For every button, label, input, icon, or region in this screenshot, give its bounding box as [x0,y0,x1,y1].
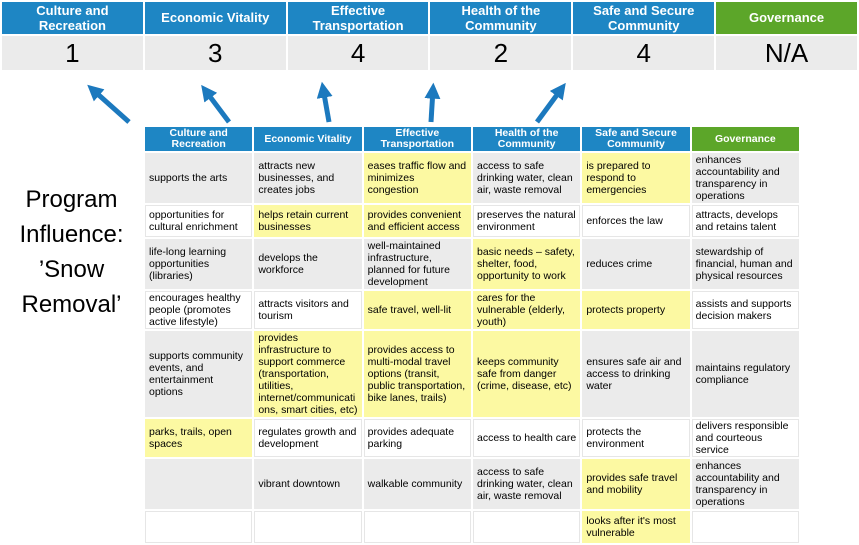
matrix-header-governance: Governance [692,127,799,151]
matrix-cell: basic needs – safety, shelter, food, opportunity to work [473,239,580,289]
matrix-cell: access to safe drinking water, clean air, waste removal [473,459,580,509]
matrix-cell: develops the workforce [254,239,361,289]
matrix-cell: ensures safe air and access to drinking water [582,331,689,417]
matrix-cell: provides adequate parking [364,419,471,457]
matrix-header-health-of-the-community: Health of the Community [473,127,580,151]
matrix-cell: supports the arts [145,153,252,203]
table-row [145,419,799,457]
matrix-cell: helps retain current businesses [254,205,361,237]
banner-score-effective-transportation: 4 [288,36,429,70]
influence-arrow-economic [205,90,229,122]
matrix-cell: protects property [582,291,689,329]
banner-header-safe-and-secure-community: Safe and Secure Community [573,2,714,34]
banner-score-safe-and-secure-community: 4 [573,36,714,70]
banner-score-economic-vitality: 3 [145,36,286,70]
matrix-cell: stewardship of financial, human and physical resources [692,239,799,289]
matrix-cell: provides safe travel and mobility [582,459,689,509]
matrix-cell: attracts visitors and tourism [254,291,361,329]
banner-header-health-of-the-community: Health of the Community [430,2,571,34]
matrix-cell [364,511,471,543]
matrix-cell: provides access to multi-modal travel options (transit, public transportation, bike lanes, trails) [364,331,471,417]
influence-arrow-transportation [323,88,329,122]
table-row [145,459,799,509]
program-influence-label-line: Influence: [19,221,124,248]
program-influence-label [0,182,143,322]
matrix-cell: maintains regulatory compliance [692,331,799,417]
program-influence-label-line: ’Snow [38,256,105,283]
matrix-cell: supports community events, and entertainment options [145,331,252,417]
matrix-header-effective-transportation: Effective Transportation [364,127,471,151]
matrix-cell: enhances accountability and transparency in operations [692,153,799,203]
program-influence-label-line: Program [25,186,118,213]
influence-matrix [143,125,801,545]
matrix-header-row [145,127,799,151]
priority-banner-headers [2,2,857,34]
matrix-cell: provides convenient and efficient access [364,205,471,237]
matrix-cell: assists and supports decision makers [692,291,799,329]
matrix-cell: access to health care [473,419,580,457]
matrix-cell: enforces the law [582,205,689,237]
matrix-cell: encourages healthy people (promotes active lifestyle) [145,291,252,329]
matrix-header-culture-and-recreation: Culture and Recreation [145,127,252,151]
table-row [145,239,799,289]
banner-header-governance: Governance [716,2,857,34]
influence-arrows [0,76,620,126]
matrix-header-safe-and-secure-community: Safe and Secure Community [582,127,689,151]
matrix-cell: access to safe drinking water, clean air, waste removal [473,153,580,203]
table-row [145,331,799,417]
influence-arrow-safety [537,88,562,122]
banner-score-culture-and-recreation: 1 [2,36,143,70]
banner-header-economic-vitality: Economic Vitality [145,2,286,34]
influence-matrix-wrap [143,125,801,545]
table-row [145,153,799,203]
matrix-cell: regulates growth and development [254,419,361,457]
matrix-cell: eases traffic flow and minimizes congestion [364,153,471,203]
matrix-cell: reduces crime [582,239,689,289]
matrix-cell: cares for the vulnerable (elderly, youth) [473,291,580,329]
matrix-cell: protects the environment [582,419,689,457]
priority-banner [2,2,857,70]
matrix-cell: attracts, develops and retains talent [692,205,799,237]
matrix-cell [692,511,799,543]
matrix-cell: parks, trails, open spaces [145,419,252,457]
table-row [145,205,799,237]
matrix-cell [473,511,580,543]
matrix-cell [145,511,252,543]
table-row [145,511,799,543]
program-influence-label-line: Removal’ [21,291,122,318]
influence-arrow-health [431,89,433,122]
matrix-cell: preserves the natural environment [473,205,580,237]
banner-score-governance: N/A [716,36,857,70]
matrix-cell: provides infrastructure to support commerce (transportation, utilities, internet/communications, smart cities, etc) [254,331,361,417]
matrix-cell: keeps community safe from danger (crime, disease, etc) [473,331,580,417]
matrix-cell: safe travel, well-lit [364,291,471,329]
matrix-cell: walkable community [364,459,471,509]
priority-banner-scores [2,36,857,70]
table-row [145,291,799,329]
matrix-cell: life-long learning opportunities (libraries) [145,239,252,289]
matrix-cell: enhances accountability and transparency in operations [692,459,799,509]
matrix-cell: is prepared to respond to emergencies [582,153,689,203]
banner-header-effective-transportation: Effective Transportation [288,2,429,34]
matrix-cell: well-maintained infrastructure, planned for future development [364,239,471,289]
matrix-cell: vibrant downtown [254,459,361,509]
matrix-cell: attracts new businesses, and creates jobs [254,153,361,203]
matrix-cell [145,459,252,509]
matrix-cell: opportunities for cultural enrichment [145,205,252,237]
matrix-cell: delivers responsible and courteous service [692,419,799,457]
matrix-header-economic-vitality: Economic Vitality [254,127,361,151]
matrix-cell [254,511,361,543]
influence-arrow-culture [92,89,129,122]
matrix-cell: looks after it's most vulnerable [582,511,689,543]
banner-header-culture-and-recreation: Culture and Recreation [2,2,143,34]
banner-score-health-of-the-community: 2 [430,36,571,70]
